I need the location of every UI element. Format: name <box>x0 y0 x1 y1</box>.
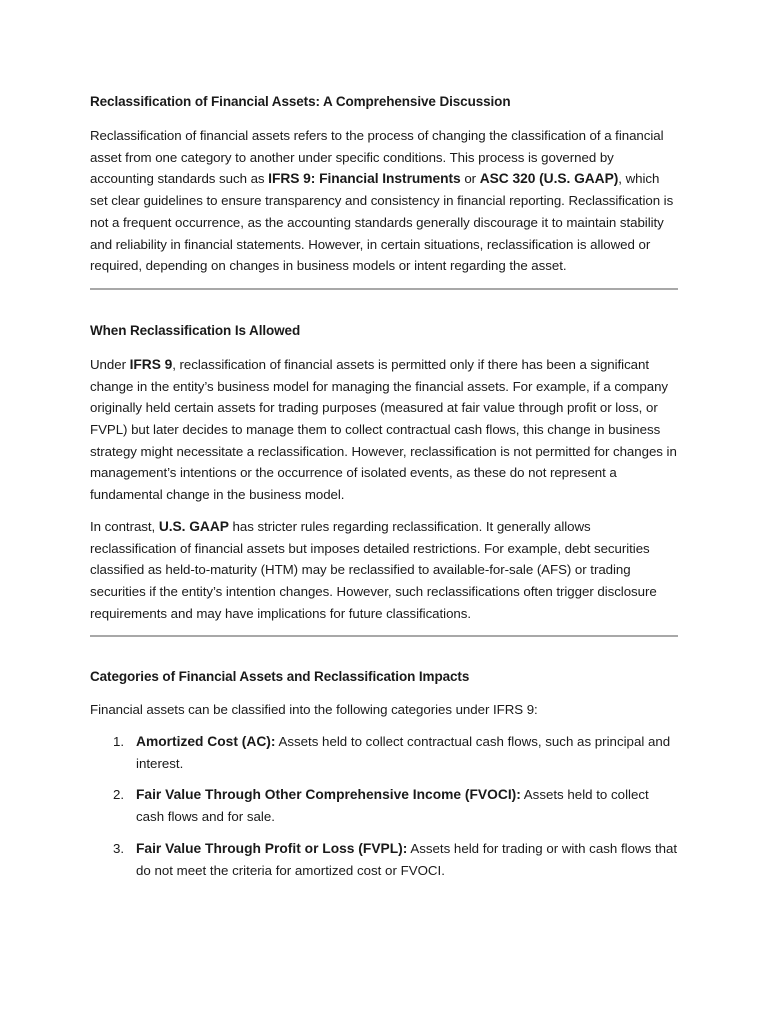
categories-intro: Financial assets can be classified into the following categories under IFRS 9: <box>90 702 538 718</box>
list-item-term: Fair Value Through Profit or Loss (FVPL): <box>136 840 408 856</box>
list-item <box>90 838 678 881</box>
intro-paragraph <box>90 125 678 277</box>
list-item-term: Fair Value Through Other Comprehensive Income (FVOCI): <box>136 787 521 803</box>
allowed-p1-text-1: Under <box>90 356 130 372</box>
list-item <box>90 731 678 774</box>
list-item-number: 3. <box>113 840 125 856</box>
document-title: Reclassification of Financial Assets: A Comprehensive Discussion <box>90 94 511 109</box>
section-heading-allowed: When Reclassification Is Allowed <box>90 322 301 338</box>
allowed-p2-bold: U.S. GAAP <box>158 518 229 534</box>
list-item-desc: Assets held to collect cash flows and for sale. <box>136 787 649 825</box>
list-item <box>90 784 678 827</box>
list-item-term: Amortized Cost (AC): <box>136 734 276 750</box>
document-page <box>90 92 678 881</box>
list-item-desc: Assets held for trading or with cash flows that do not meet the criteria for amortized cost or FVOCI. <box>136 840 678 878</box>
allowed-p2-text-2: has stricter rules regarding reclassification. It generally allows reclassification of financial assets but imposes detailed restrictions. For example, debt securities classified as held-to-maturity (HTM) may be reclassified to available-for-sale (AFS) or trading securities if the entity’s intention changes. However, such reclassifications often trigger disclosure requirements and may have implications for future classifications. <box>90 518 657 621</box>
section-divider <box>90 635 678 637</box>
allowed-p1-bold: IFRS 9 <box>129 356 173 372</box>
section-divider <box>90 288 678 290</box>
list-item-number: 1. <box>113 734 125 750</box>
intro-text-2: or <box>460 171 480 187</box>
list-item-number: 2. <box>113 787 125 803</box>
categories-list <box>90 731 678 881</box>
intro-bold-asc320: ASC 320 (U.S. GAAP) <box>479 171 619 187</box>
intro-text-3: , which set clear guidelines to ensure transparency and consistency in financial reporting. Reclassification is not a frequent occurrence, as the accounting standards generally discourage it to maintain stability and reliability in financial statements. However, in certain situations, reclassification is allowed or required, depending on changes in business models or intent regarding the asset. <box>90 171 674 274</box>
intro-text-1: Reclassification of financial assets refers to the process of changing the classification of a financial asset from one category to another under specific conditions. This process is governed by accounting standards such as <box>90 128 664 187</box>
list-item-desc: Assets held to collect contractual cash flows, such as principal and interest. <box>136 734 671 771</box>
allowed-paragraph-gaap <box>90 516 678 625</box>
allowed-paragraph-ifrs <box>90 354 678 506</box>
allowed-p1-text-2: , reclassification of financial assets is permitted only if there has been a significant change in the entity’s business model for managing the financial assets. For example, if a company originally held certain assets for trading purposes (measured at fair value through profit or loss, or FVPL) but later decides to manage them to collect contractual cash flows, this change in business strategy might necessitate a reclassification. However, reclassification is not permitted for changes in management’s intentions or the occurrence of isolated events, as these do not represent a fundamental change in the business model. <box>90 356 677 503</box>
allowed-p2-text-1: In contrast, <box>90 518 159 534</box>
section-heading-categories: Categories of Financial Assets and Reclassification Impacts <box>90 669 470 685</box>
intro-bold-ifrs9: IFRS 9: Financial Instruments <box>268 171 461 187</box>
